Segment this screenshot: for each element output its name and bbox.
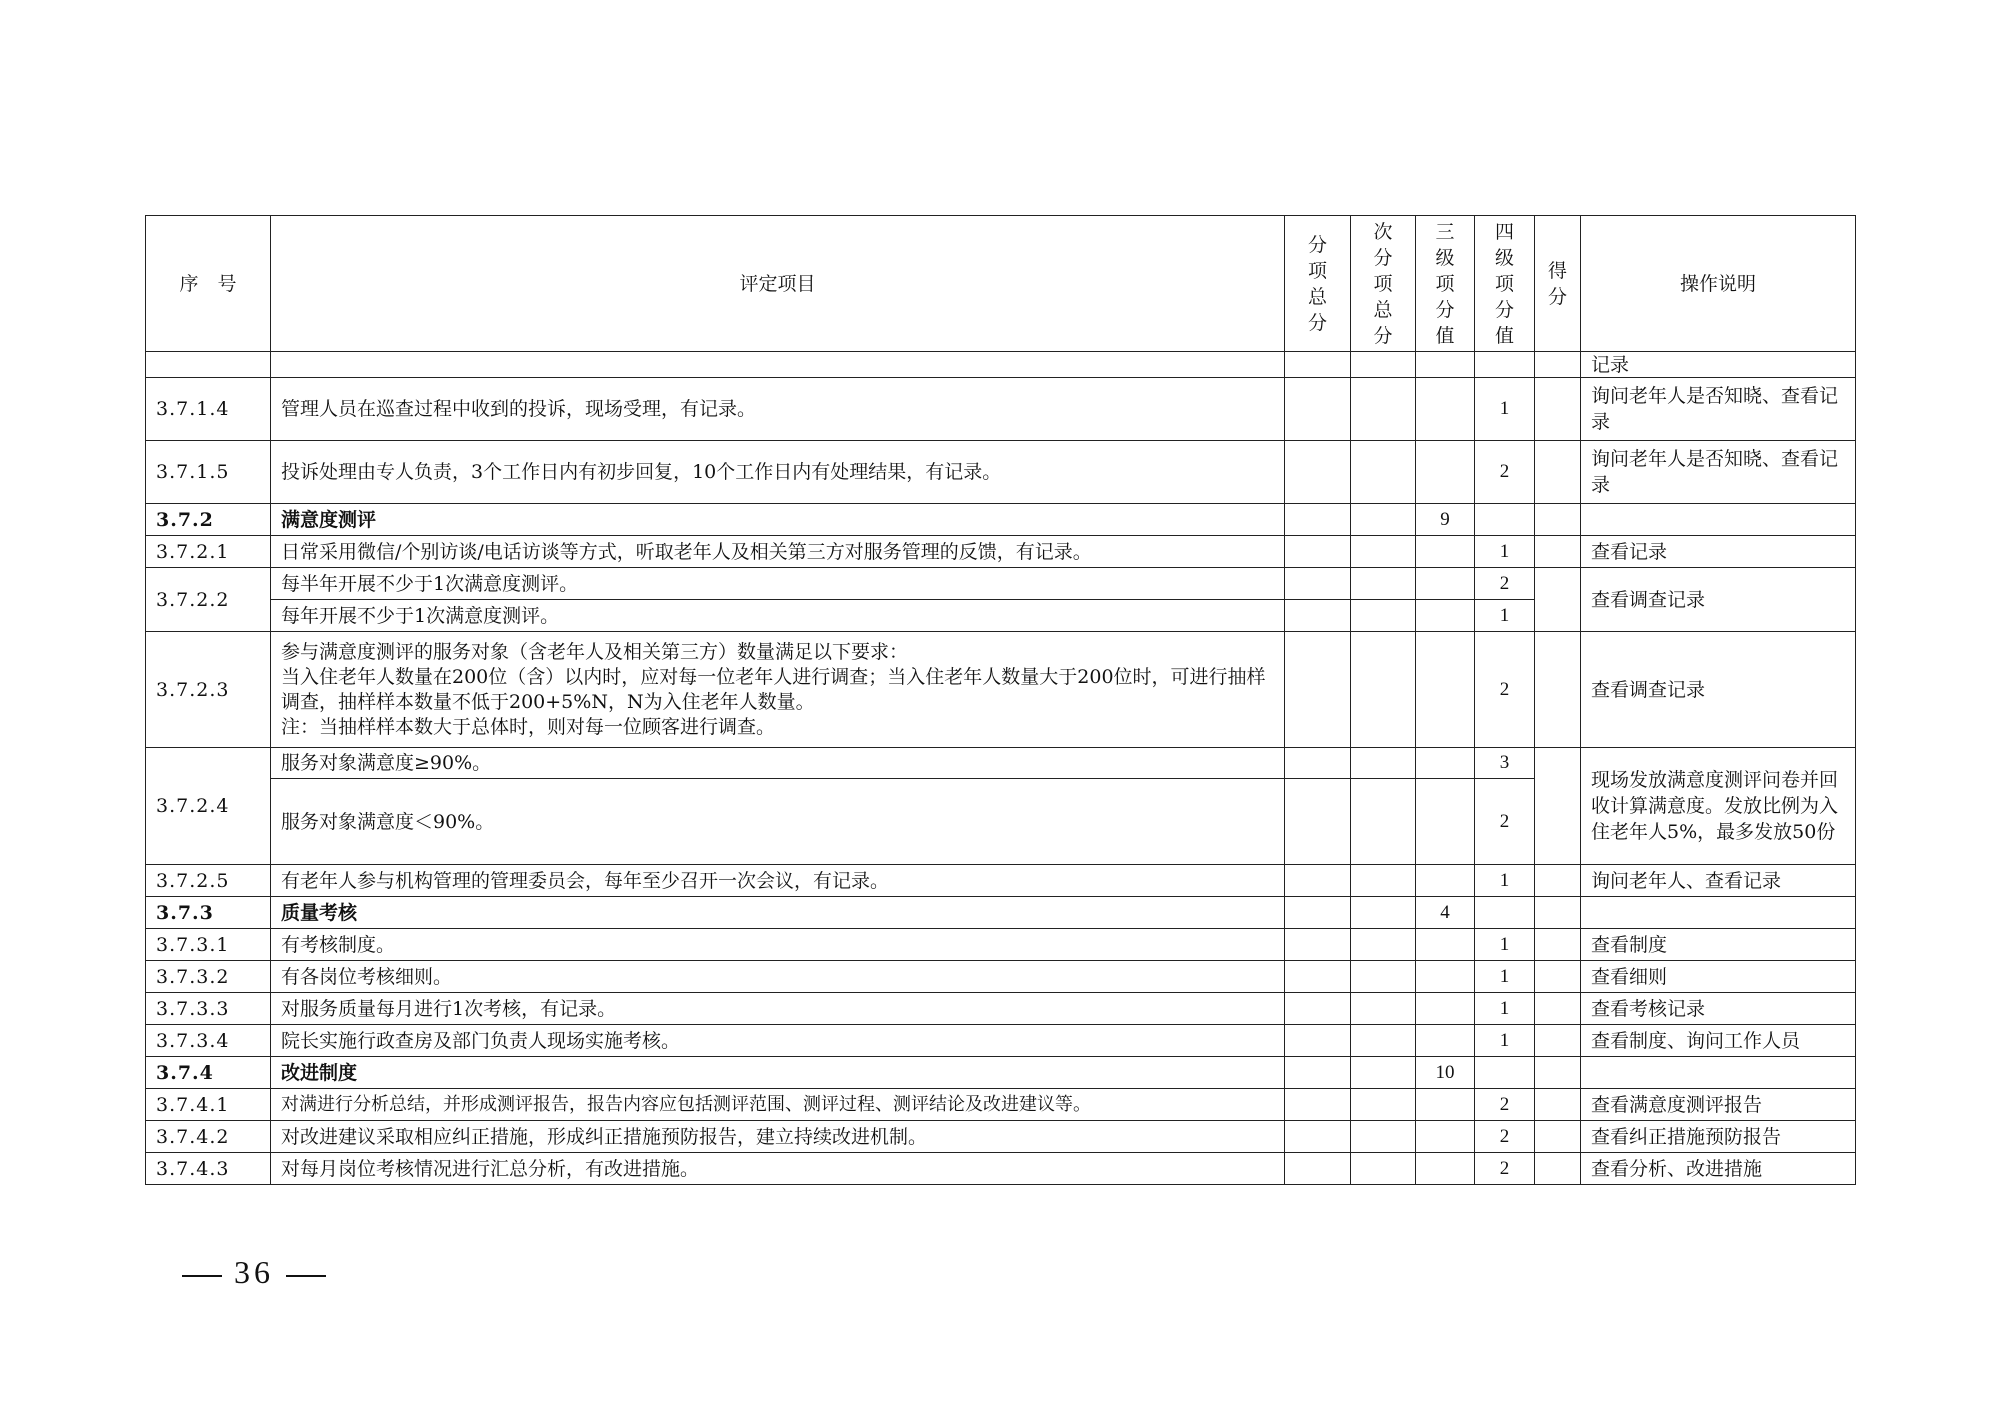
cell-got bbox=[1535, 748, 1581, 865]
cell-got bbox=[1535, 929, 1581, 961]
table-row bbox=[146, 1121, 1856, 1153]
item-line: 当入住老年人数量在200位（含）以内时，应对每一位老年人进行调查；当入住老年人数量大于200位时，可进行抽样调查，抽样样本数量不低于200+5%N，N为入住老年人数量。 bbox=[281, 665, 1266, 713]
header-item: 评定项目 bbox=[271, 216, 1285, 352]
page-number-footer bbox=[170, 1254, 338, 1291]
section-title: 满意度测评 bbox=[271, 504, 1285, 536]
cell-item-total bbox=[1285, 441, 1351, 504]
table-row bbox=[146, 632, 1856, 748]
cell-got bbox=[1535, 993, 1581, 1025]
header-got: 得分 bbox=[1535, 216, 1581, 352]
cell-got bbox=[1535, 1089, 1581, 1121]
section-level3-score: 9 bbox=[1416, 504, 1475, 536]
cell-got bbox=[1535, 536, 1581, 568]
row-level4-score: 2 bbox=[1475, 441, 1535, 504]
table-row bbox=[146, 378, 1856, 441]
row-item: 有各岗位考核细则。 bbox=[271, 961, 1285, 993]
table-row bbox=[146, 929, 1856, 961]
cell-got bbox=[1535, 568, 1581, 632]
cell-got bbox=[1535, 865, 1581, 897]
row-note: 查看制度、询问工作人员 bbox=[1581, 1025, 1856, 1057]
row-level4-score: 2 bbox=[1475, 1089, 1535, 1121]
row-level4-score: 1 bbox=[1475, 993, 1535, 1025]
cell-sub-total bbox=[1351, 352, 1416, 378]
row-num: 3.7.3.1 bbox=[146, 929, 271, 961]
cell-item-total bbox=[1285, 536, 1351, 568]
cell-item-total bbox=[1285, 632, 1351, 748]
section-row bbox=[146, 504, 1856, 536]
row-level4-score: 1 bbox=[1475, 1025, 1535, 1057]
row-note: 查看制度 bbox=[1581, 929, 1856, 961]
cell-item-total bbox=[1285, 378, 1351, 441]
cell-level3 bbox=[1416, 378, 1475, 441]
footer-dash-left bbox=[182, 1275, 222, 1277]
row-note: 查看分析、改进措施 bbox=[1581, 1153, 1856, 1185]
cell-item-total bbox=[1285, 961, 1351, 993]
row-note: 查看纠正措施预防报告 bbox=[1581, 1121, 1856, 1153]
row-note: 查看满意度测评报告 bbox=[1581, 1089, 1856, 1121]
cell-item-total bbox=[1285, 779, 1351, 865]
cell-level3 bbox=[1416, 865, 1475, 897]
row-num: 3.7.1.5 bbox=[146, 441, 271, 504]
cell-level3 bbox=[1416, 993, 1475, 1025]
cell-got bbox=[1535, 1025, 1581, 1057]
cell-level3 bbox=[1416, 929, 1475, 961]
row-num: 3.7.3.2 bbox=[146, 961, 271, 993]
row-item: 院长实施行政查房及部门负责人现场实施考核。 bbox=[271, 1025, 1285, 1057]
header-seq: 序 号 bbox=[146, 216, 271, 352]
row-item: 投诉处理由专人负责，3个工作日内有初步回复，10个工作日内有处理结果，有记录。 bbox=[271, 441, 1285, 504]
row-level4-score: 1 bbox=[1475, 929, 1535, 961]
cell-got bbox=[1535, 1121, 1581, 1153]
row-item: 日常采用微信/个别访谈/电话访谈等方式，听取老年人及相关第三方对服务管理的反馈，有记录。 bbox=[271, 536, 1285, 568]
cell-sub-total bbox=[1351, 865, 1416, 897]
row-num: 3.7.2.3 bbox=[146, 632, 271, 748]
section-num: 3.7.3 bbox=[146, 897, 271, 929]
row-item: 每年开展不少于1次满意度测评。 bbox=[271, 600, 1285, 632]
row-item: 每半年开展不少于1次满意度测评。 bbox=[271, 568, 1285, 600]
table-row bbox=[146, 961, 1856, 993]
cell-level3 bbox=[1416, 536, 1475, 568]
row-level4-score: 2 bbox=[1475, 568, 1535, 600]
section-title: 改进制度 bbox=[271, 1057, 1285, 1089]
cell-got bbox=[1535, 961, 1581, 993]
cell-item-total bbox=[1285, 1025, 1351, 1057]
row-level4-score: 3 bbox=[1475, 748, 1535, 779]
cell-sub-total bbox=[1351, 993, 1416, 1025]
footer-dash-right bbox=[286, 1275, 326, 1277]
cell-sub-total bbox=[1351, 600, 1416, 632]
cell-level3 bbox=[1416, 441, 1475, 504]
page-number: 36 bbox=[234, 1254, 274, 1290]
cell-item-total bbox=[1285, 993, 1351, 1025]
cell-got bbox=[1535, 504, 1581, 536]
cell-sub-total bbox=[1351, 536, 1416, 568]
row-item: 对服务质量每月进行1次考核，有记录。 bbox=[271, 993, 1285, 1025]
cell-level3 bbox=[1416, 748, 1475, 779]
section-num: 3.7.4 bbox=[146, 1057, 271, 1089]
cell-item-total bbox=[1285, 1153, 1351, 1185]
cell-sub-total bbox=[1351, 568, 1416, 600]
cell-item-total bbox=[1285, 352, 1351, 378]
header-level4: 四级项分值 bbox=[1475, 216, 1535, 352]
cell-level3 bbox=[1416, 1153, 1475, 1185]
header-level3: 三级项分值 bbox=[1416, 216, 1475, 352]
cell-sub-total bbox=[1351, 897, 1416, 929]
cell-sub-total bbox=[1351, 1057, 1416, 1089]
cell-sub-total bbox=[1351, 1153, 1416, 1185]
header-sub-total: 次分项总分 bbox=[1351, 216, 1416, 352]
cell-got bbox=[1535, 352, 1581, 378]
cell-level4 bbox=[1475, 1057, 1535, 1089]
row-num: 3.7.2.4 bbox=[146, 748, 271, 865]
section-num: 3.7.2 bbox=[146, 504, 271, 536]
row-item: 服务对象满意度＜90%。 bbox=[271, 779, 1285, 865]
cell-item-total bbox=[1285, 600, 1351, 632]
row-item bbox=[271, 352, 1285, 378]
row-num: 3.7.2.5 bbox=[146, 865, 271, 897]
row-note: 查看考核记录 bbox=[1581, 993, 1856, 1025]
cell-level4 bbox=[1475, 504, 1535, 536]
cell-item-total bbox=[1285, 897, 1351, 929]
table-row bbox=[146, 568, 1856, 600]
cell-level3 bbox=[1416, 600, 1475, 632]
row-item: 有考核制度。 bbox=[271, 929, 1285, 961]
cell-sub-total bbox=[1351, 779, 1416, 865]
row-level4-score: 1 bbox=[1475, 600, 1535, 632]
table-row bbox=[146, 993, 1856, 1025]
cell-note bbox=[1581, 1057, 1856, 1089]
cell-got bbox=[1535, 1153, 1581, 1185]
cell-sub-total bbox=[1351, 929, 1416, 961]
section-row bbox=[146, 897, 1856, 929]
row-note: 查看细则 bbox=[1581, 961, 1856, 993]
table-row bbox=[146, 1025, 1856, 1057]
row-num: 3.7.4.3 bbox=[146, 1153, 271, 1185]
row-num bbox=[146, 352, 271, 378]
row-num: 3.7.1.4 bbox=[146, 378, 271, 441]
cell-item-total bbox=[1285, 504, 1351, 536]
cell-level3 bbox=[1416, 568, 1475, 600]
table-row bbox=[146, 748, 1856, 779]
cell-level4 bbox=[1475, 352, 1535, 378]
cell-sub-total bbox=[1351, 1089, 1416, 1121]
row-num: 3.7.3.3 bbox=[146, 993, 271, 1025]
row-item: 服务对象满意度≥90%。 bbox=[271, 748, 1285, 779]
table-row bbox=[146, 1089, 1856, 1121]
row-level4-score: 1 bbox=[1475, 378, 1535, 441]
cell-level3 bbox=[1416, 961, 1475, 993]
item-line: 参与满意度测评的服务对象（含老年人及相关第三方）数量满足以下要求： bbox=[281, 640, 909, 663]
cell-item-total bbox=[1285, 1089, 1351, 1121]
row-item: 管理人员在巡查过程中收到的投诉，现场受理，有记录。 bbox=[271, 378, 1285, 441]
row-item: 有老年人参与机构管理的管理委员会，每年至少召开一次会议，有记录。 bbox=[271, 865, 1285, 897]
cell-got bbox=[1535, 378, 1581, 441]
row-level4-score: 2 bbox=[1475, 779, 1535, 865]
table-row bbox=[146, 865, 1856, 897]
cell-got bbox=[1535, 441, 1581, 504]
cell-sub-total bbox=[1351, 1025, 1416, 1057]
row-note: 查看调查记录 bbox=[1581, 632, 1856, 748]
row-note: 查看调查记录 bbox=[1581, 568, 1856, 632]
row-note: 现场发放满意度测评问卷并回收计算满意度。发放比例为入住老年人5%，最多发放50份 bbox=[1581, 748, 1856, 865]
cell-sub-total bbox=[1351, 504, 1416, 536]
section-level3-score: 4 bbox=[1416, 897, 1475, 929]
row-item: 对改进建议采取相应纠正措施，形成纠正措施预防报告，建立持续改进机制。 bbox=[271, 1121, 1285, 1153]
cell-item-total bbox=[1285, 929, 1351, 961]
row-num: 3.7.3.4 bbox=[146, 1025, 271, 1057]
cell-level3 bbox=[1416, 1089, 1475, 1121]
row-num: 3.7.2.2 bbox=[146, 568, 271, 632]
header-item-total: 分项总分 bbox=[1285, 216, 1351, 352]
table-header-row bbox=[146, 216, 1856, 352]
section-title: 质量考核 bbox=[271, 897, 1285, 929]
cell-item-total bbox=[1285, 748, 1351, 779]
section-row bbox=[146, 1057, 1856, 1089]
cell-got bbox=[1535, 897, 1581, 929]
cell-item-total bbox=[1285, 1121, 1351, 1153]
cell-got bbox=[1535, 1057, 1581, 1089]
row-level4-score: 1 bbox=[1475, 536, 1535, 568]
row-level4-score: 1 bbox=[1475, 961, 1535, 993]
cell-level3 bbox=[1416, 779, 1475, 865]
header-note: 操作说明 bbox=[1581, 216, 1856, 352]
cell-got bbox=[1535, 632, 1581, 748]
row-note: 查看记录 bbox=[1581, 536, 1856, 568]
table-row bbox=[146, 352, 1856, 378]
row-item: 对满进行分析总结，并形成测评报告，报告内容应包括测评范围、测评过程、测评结论及改进建议等。 bbox=[271, 1089, 1285, 1121]
cell-sub-total bbox=[1351, 961, 1416, 993]
row-item bbox=[271, 632, 1285, 748]
cell-sub-total bbox=[1351, 441, 1416, 504]
cell-note bbox=[1581, 897, 1856, 929]
cell-sub-total bbox=[1351, 1121, 1416, 1153]
cell-item-total bbox=[1285, 1057, 1351, 1089]
cell-item-total bbox=[1285, 865, 1351, 897]
cell-level4 bbox=[1475, 897, 1535, 929]
section-level3-score: 10 bbox=[1416, 1057, 1475, 1089]
cell-level3 bbox=[1416, 1121, 1475, 1153]
table-row bbox=[146, 536, 1856, 568]
row-item: 对每月岗位考核情况进行汇总分析，有改进措施。 bbox=[271, 1153, 1285, 1185]
row-note: 记录 bbox=[1581, 352, 1856, 378]
item-line: 注：当抽样样本数大于总体时，则对每一位顾客进行调查。 bbox=[281, 715, 776, 738]
row-num: 3.7.4.1 bbox=[146, 1089, 271, 1121]
cell-item-total bbox=[1285, 568, 1351, 600]
table-row bbox=[146, 1153, 1856, 1185]
row-level4-score: 2 bbox=[1475, 1121, 1535, 1153]
row-level4-score: 2 bbox=[1475, 1153, 1535, 1185]
row-num: 3.7.4.2 bbox=[146, 1121, 271, 1153]
row-level4-score: 2 bbox=[1475, 632, 1535, 748]
table-row bbox=[146, 441, 1856, 504]
cell-note bbox=[1581, 504, 1856, 536]
row-note: 询问老年人是否知晓、查看记录 bbox=[1581, 441, 1856, 504]
cell-sub-total bbox=[1351, 378, 1416, 441]
row-level4-score: 1 bbox=[1475, 865, 1535, 897]
cell-sub-total bbox=[1351, 632, 1416, 748]
cell-sub-total bbox=[1351, 748, 1416, 779]
row-num: 3.7.2.1 bbox=[146, 536, 271, 568]
evaluation-table bbox=[145, 215, 1856, 1185]
row-note: 询问老年人、查看记录 bbox=[1581, 865, 1856, 897]
cell-level3 bbox=[1416, 1025, 1475, 1057]
cell-level3 bbox=[1416, 632, 1475, 748]
row-note: 询问老年人是否知晓、查看记录 bbox=[1581, 378, 1856, 441]
cell-level3 bbox=[1416, 352, 1475, 378]
